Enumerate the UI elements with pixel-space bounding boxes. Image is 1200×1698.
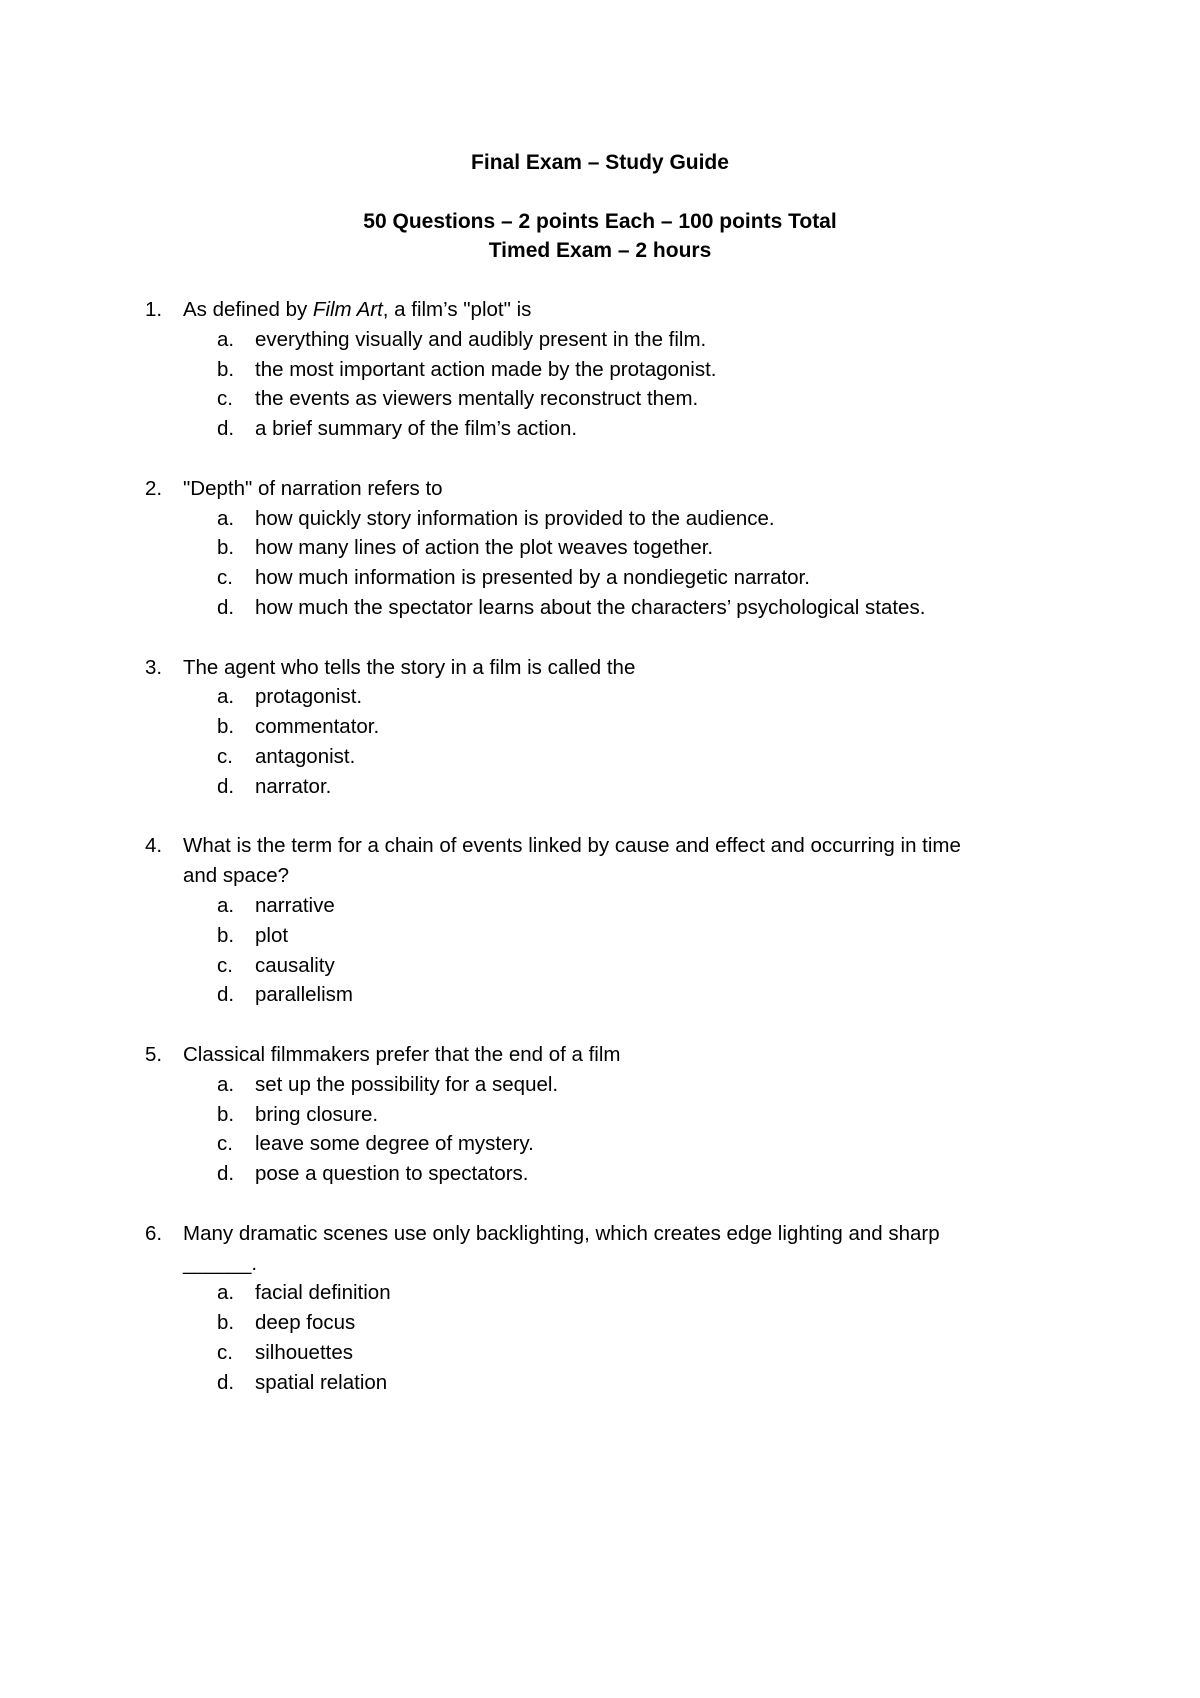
option-text: antagonist. xyxy=(255,744,356,768)
answer-option xyxy=(145,1338,1045,1368)
question-4-stem xyxy=(145,831,1045,861)
answer-options xyxy=(145,504,1045,623)
option-text: leave some degree of mystery. xyxy=(255,1132,534,1156)
option-text: facial definition xyxy=(255,1281,391,1305)
book-title: Film Art xyxy=(312,298,383,321)
option-letter: d. xyxy=(217,774,235,798)
question-1-stem xyxy=(145,295,1045,325)
answer-option xyxy=(145,384,1045,414)
option-letter: c. xyxy=(217,387,233,411)
option-text: narrator. xyxy=(255,774,332,798)
answer-option xyxy=(145,682,1045,712)
answer-option xyxy=(145,563,1045,593)
option-letter: b. xyxy=(217,1102,235,1126)
question-number: 2. xyxy=(145,476,163,500)
option-text: how many lines of action the plot weaves together. xyxy=(255,536,714,560)
option-text: everything visually and audibly present in the film. xyxy=(255,327,707,351)
answer-option xyxy=(145,921,1045,951)
option-letter: b. xyxy=(217,923,235,947)
option-letter: a. xyxy=(217,893,235,917)
option-letter: a. xyxy=(217,1281,235,1305)
option-letter: d. xyxy=(217,1162,235,1186)
answer-option xyxy=(145,1308,1045,1338)
option-letter: a. xyxy=(217,506,235,530)
question-2-stem xyxy=(145,474,1045,504)
option-text: causality xyxy=(255,953,335,977)
question-text: As defined by xyxy=(183,298,313,321)
question-6-stem xyxy=(145,1219,1045,1249)
question-number: 6. xyxy=(145,1221,163,1245)
question-number: 5. xyxy=(145,1042,163,1066)
answer-options xyxy=(145,1070,1045,1189)
option-text: spatial relation xyxy=(255,1370,388,1394)
answer-option xyxy=(145,1278,1045,1308)
option-text: parallelism xyxy=(255,983,353,1007)
option-letter: b. xyxy=(217,715,235,739)
question-number: 3. xyxy=(145,655,163,679)
answer-option xyxy=(145,742,1045,772)
question-3 xyxy=(145,653,1045,802)
answer-option xyxy=(145,355,1045,385)
option-letter: c. xyxy=(217,1132,233,1156)
question-text: What is the term for a chain of events linked by cause and effect and occurring in time xyxy=(183,834,961,858)
page-title: Final Exam – Study Guide xyxy=(471,151,729,174)
question-2 xyxy=(145,474,1045,623)
option-letter: b. xyxy=(217,1311,235,1335)
question-text: The agent who tells the story in a film is called the xyxy=(183,655,636,679)
answer-option xyxy=(145,1070,1045,1100)
answer-options xyxy=(145,325,1045,444)
option-text: how much the spectator learns about the characters’ psychological states. xyxy=(255,595,926,619)
question-1 xyxy=(145,295,1045,444)
question-5 xyxy=(145,1040,1045,1189)
option-text: pose a question to spectators. xyxy=(255,1162,529,1186)
option-letter: d. xyxy=(217,983,235,1007)
question-4 xyxy=(145,831,1045,1010)
answer-option xyxy=(145,533,1045,563)
option-letter: a. xyxy=(217,685,235,709)
question-list xyxy=(145,295,1045,1427)
question-text: "Depth" of narration refers to xyxy=(183,476,443,500)
question-5-stem xyxy=(145,1040,1045,1070)
answer-option xyxy=(145,1159,1045,1189)
option-letter: c. xyxy=(217,566,233,590)
answer-option xyxy=(145,414,1045,444)
question-3-stem xyxy=(145,653,1045,683)
question-text: , a film’s "plot" is xyxy=(382,298,532,321)
option-text: the events as viewers mentally reconstruct them. xyxy=(255,387,699,411)
answer-option xyxy=(145,1100,1045,1130)
option-text: a brief summary of the film’s action. xyxy=(255,417,578,441)
option-text: commentator. xyxy=(255,715,380,739)
option-text: how quickly story information is provided to the audience. xyxy=(255,506,775,530)
answer-option xyxy=(145,980,1045,1010)
answer-options xyxy=(145,891,1045,1010)
option-text: deep focus xyxy=(255,1311,356,1335)
option-text: how much information is presented by a nondiegetic narrator. xyxy=(255,566,810,590)
option-letter: c. xyxy=(217,744,233,768)
answer-option xyxy=(145,1129,1045,1159)
question-number: 4. xyxy=(145,834,163,858)
question-text-continued: and space? xyxy=(183,864,290,888)
answer-options xyxy=(145,1278,1045,1397)
fill-in-blank: ______. xyxy=(183,1251,258,1275)
option-text: silhouettes xyxy=(255,1340,354,1364)
option-text: narrative xyxy=(255,893,335,917)
answer-option xyxy=(145,772,1045,802)
option-letter: c. xyxy=(217,953,233,977)
option-letter: b. xyxy=(217,357,235,381)
option-text: the most important action made by the protagonist. xyxy=(255,357,717,381)
option-letter: d. xyxy=(217,595,235,619)
question-text: Classical filmmakers prefer that the end of a film xyxy=(183,1042,621,1066)
option-text: bring closure. xyxy=(255,1102,379,1126)
question-number: 1. xyxy=(145,298,163,321)
option-text: plot xyxy=(255,923,289,947)
answer-option xyxy=(145,951,1045,981)
exam-info-line: 50 Questions – 2 points Each – 100 points Total xyxy=(363,210,837,233)
option-letter: c. xyxy=(217,1340,233,1364)
option-letter: a. xyxy=(217,327,235,351)
option-letter: b. xyxy=(217,536,235,560)
option-letter: d. xyxy=(217,1370,235,1394)
answer-option xyxy=(145,325,1045,355)
answer-option xyxy=(145,504,1045,534)
option-text: set up the possibility for a sequel. xyxy=(255,1072,559,1096)
question-text: Many dramatic scenes use only backlighting, which creates edge lighting and sharp xyxy=(183,1221,940,1245)
answer-option xyxy=(145,593,1045,623)
exam-time-line: Timed Exam – 2 hours xyxy=(488,239,712,262)
answer-option xyxy=(145,1368,1045,1398)
option-letter: d. xyxy=(217,417,235,441)
option-letter: a. xyxy=(217,1072,235,1096)
answer-option xyxy=(145,891,1045,921)
answer-option xyxy=(145,712,1045,742)
option-text: protagonist. xyxy=(255,685,363,709)
question-6 xyxy=(145,1219,1045,1398)
answer-options xyxy=(145,682,1045,801)
